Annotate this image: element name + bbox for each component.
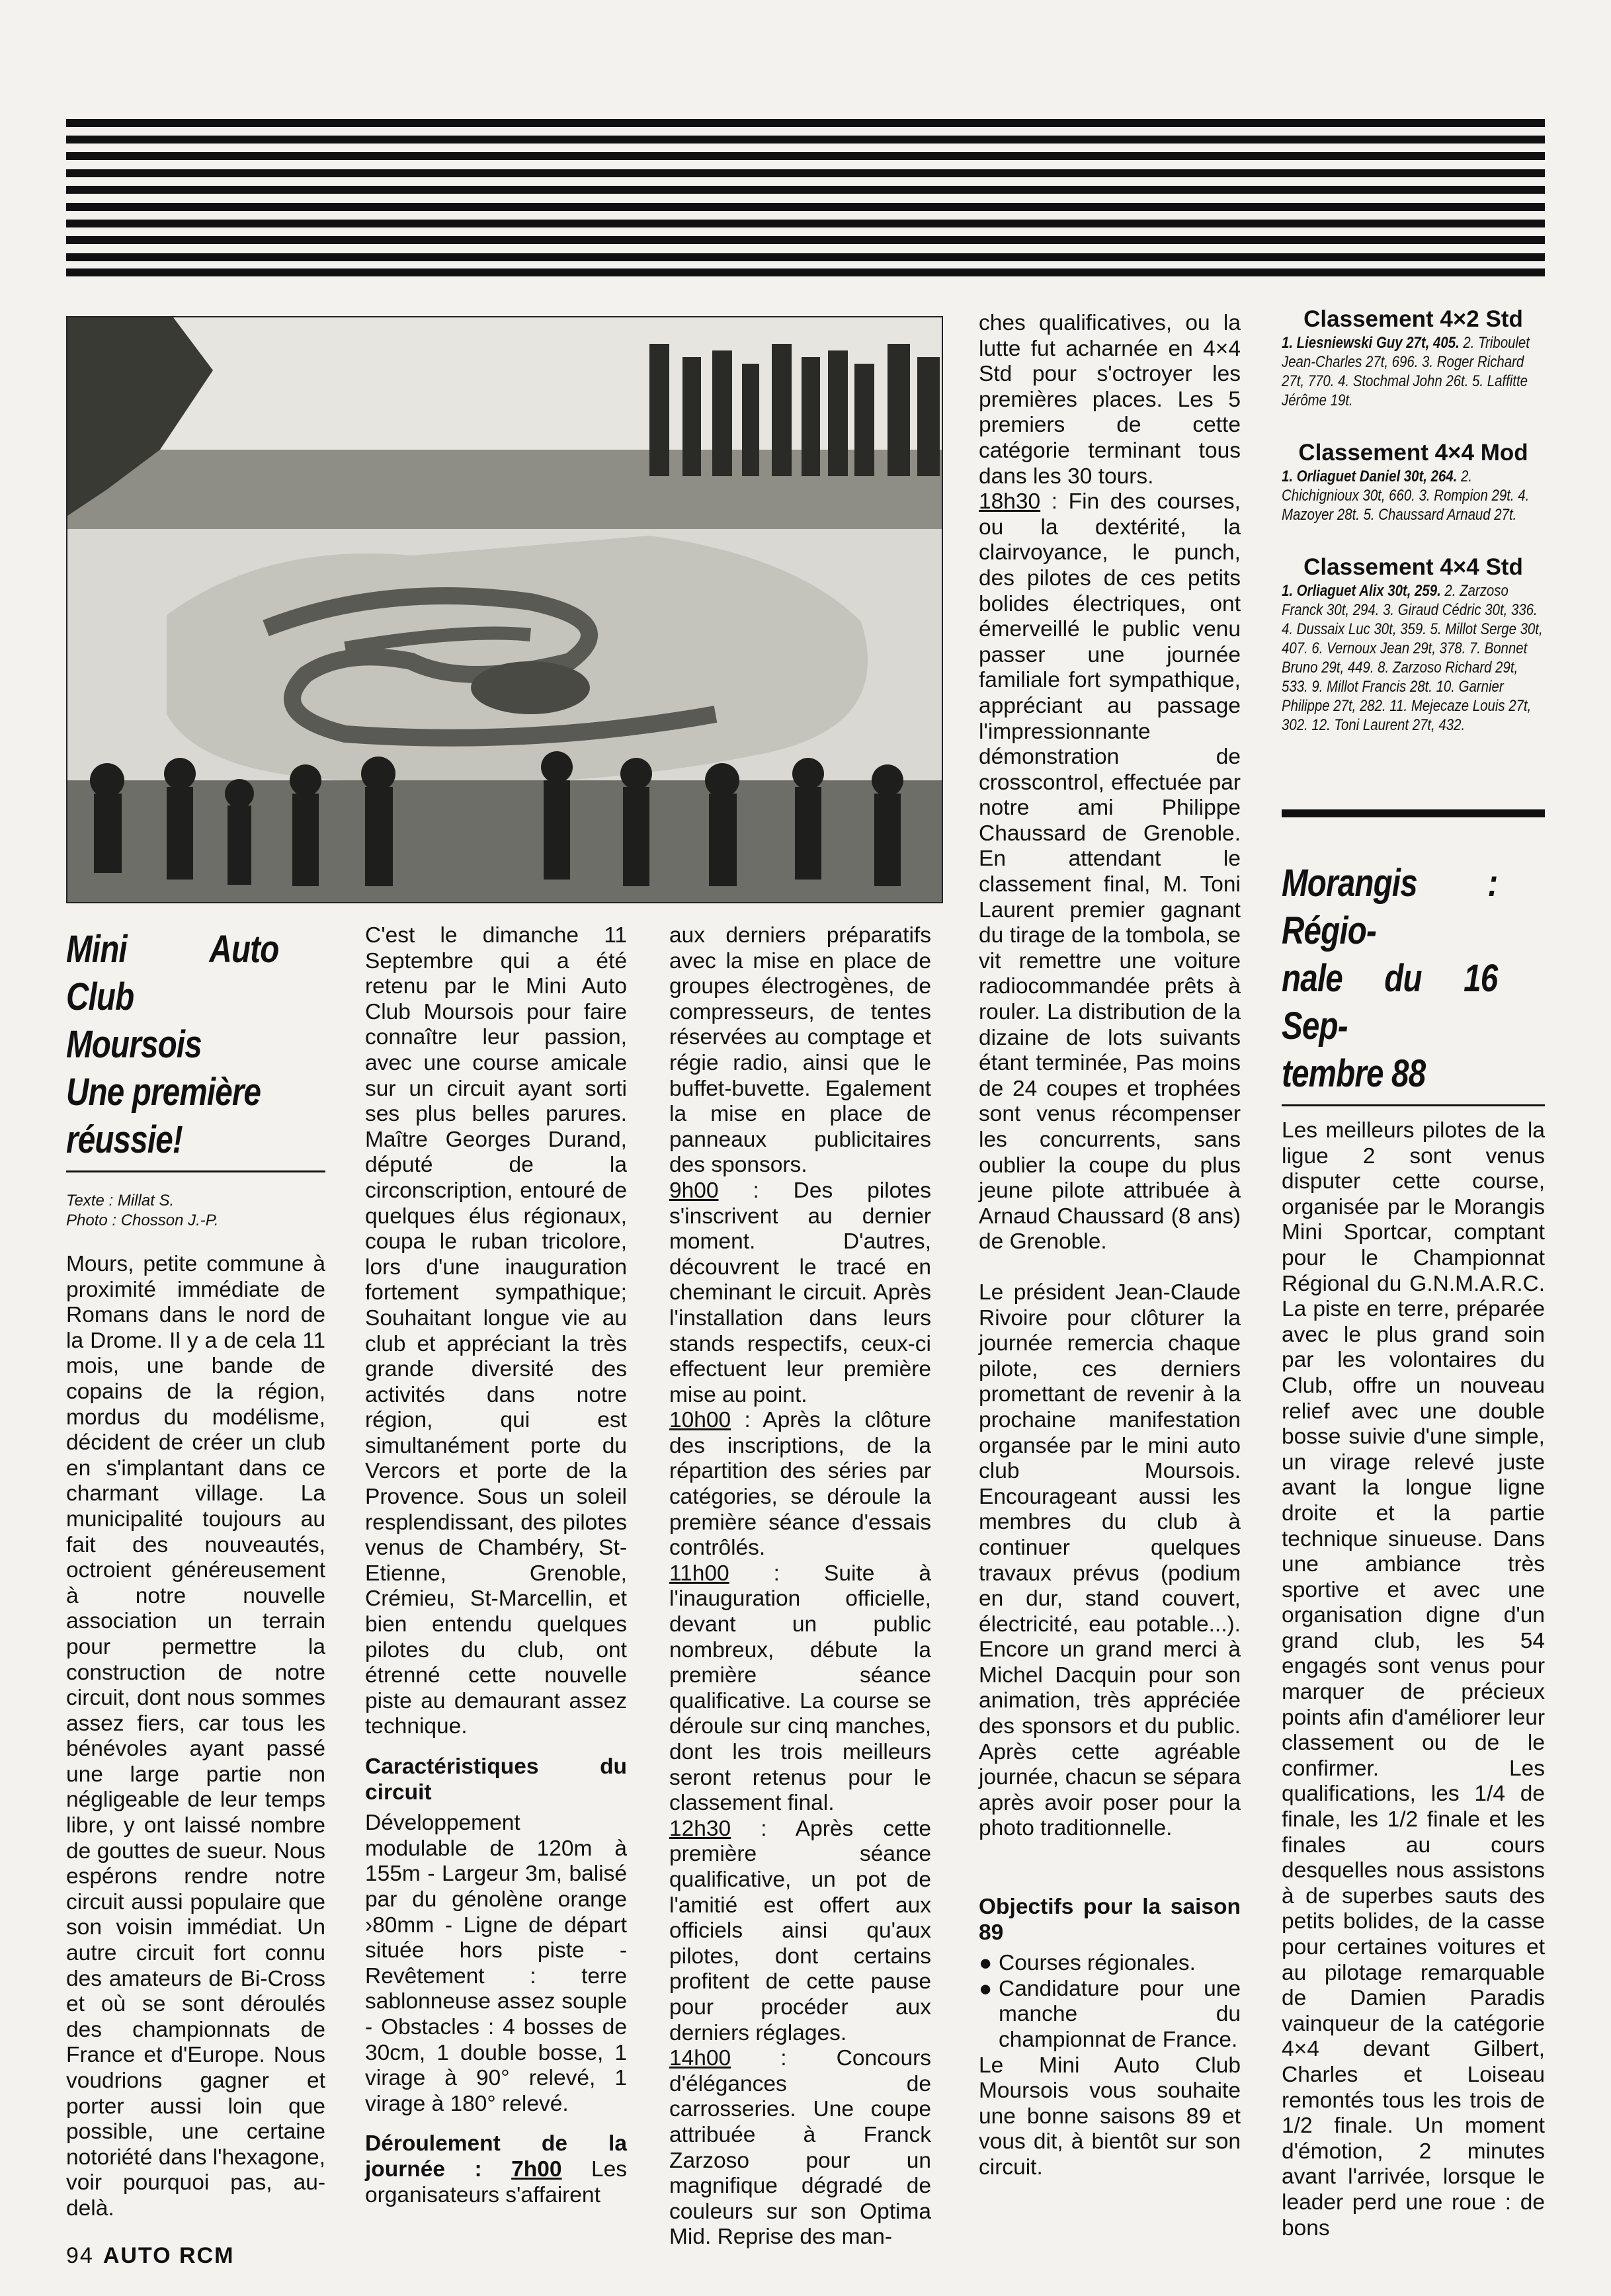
schedule-text: : Après cette première séance qualificative, un pot de l'amitié est offert aux officiels ainsi qu'aux pilotes, dont certains profitent de cette pause pour procéder aux derniers réglages. [669,1816,931,2045]
photo-credit: Photo : Chosson J.-P. [66,1211,219,1229]
stripe [66,152,1545,160]
time-label: 9h00 [669,1178,719,1203]
page-number: 94 [66,2243,94,2268]
column-2 [365,923,627,2208]
stripe [66,220,1545,227]
time-label: 12h30 [669,1816,731,1841]
day-heading [365,2131,627,2208]
title-rule [1282,1104,1545,1106]
schedule-text: : Des pilotes s'inscrivent au dernier moment. D'autres, découvrent le tracé en cheminant le circuit. Après l'installation dans leurs stands respectifs, ceux-ci effectuent leur première mise au point. [669,1178,931,1407]
title-line: Mini Auto Club [66,928,279,1018]
schedule-text: : Fin des courses, ou la dextérité, la clairvoyance, le punch, des pilotes de ces petits bolides électriques, ont émerveillé le public venu passer une journée familiale fort sympathique, appréciant au passage l'impressionnante démonstration de crosscontrol, effectuée par notre ami Philippe Chaussard de Grenoble. En attendant le classement final, M. Toni Laurent premier gagnant du tirage de la tombola, se vit remettre une voiture radiocommandée prêts à rouler. La distribution de la dizaine de lots suivants étant terminée, Pas moins de 24 coupes et trophées sont venus récompenser les concurrents, sans oublier la coupe du plus jeune pilote attribuée à Arnaud Chaussard (8 ans) de Grenoble. [979,489,1241,1254]
results-winner: 1. Orliaguet Daniel 30t, 264. [1282,468,1458,485]
results-rest: 2. Zarzoso Franck 30t, 294. 3. Giraud Cédric 30t, 336. 4. Dussaix Luc 30t, 359. 5. Millot Serge 30t, 407. 6. Vernoux Jean 29t, 378. 7. Bonnet Bruno 29t, 449. 8. Zarzoso Richard 29t, 533. 9. Millot Francis 28t. 10. Garnier Philippe 27t, 282. 11. Mejecaze Louis 27t, 302. 12. Toni Laurent 27t, 432. [1282,582,1543,734]
stripe [66,186,1545,194]
circuit-paragraph: Développement modulable de 120m à 155m - Largeur 3m, balisé par du génolène orange ›80mm - Ligne de départ située hors piste - Revêtement : terre sablonneuse assez souple - Obstacles : 4 bosses de 30cm, 1 double bosse, 1 virage à 90° relevé, 1 virage à 180° relevé. [365,1811,627,2116]
stripe [66,236,1545,244]
title-line: réussie! [66,1118,183,1161]
heats-paragraph: ches qualificatives, ou la lutte fut acharnée en 4×4 Std pour s'octroyer les premières places. Les 5 premiers de cette catégorie terminant tous dans les 30 tours. [979,311,1241,489]
morangis-title [1282,860,1497,1098]
results-title: Classement 4×2 Std [1303,306,1523,332]
objective-text: Courses régionales. [999,1951,1196,1976]
results-list [1282,581,1546,735]
intro-paragraph: Mours, petite commune à proximité immédiate de Romans dans le nord de la Drome. Il y a de cela 11 mois, une bande de copains de la région, mordus du modélisme, décident de créer un club en s'implantant dans ce charmant village. La municipalité toujours au fait des nouveautés, octroient généreusement à notre nouvelle association un terrain pour permettre la construction de notre circuit, dont nous sommes assez fiers, car tous les bénévoles ayant passé une large partie non négligeable de leur temps libre, y ont laissé nombre de gouttes de sueur. Nous espérons rendre notre circuit aussi populaire que son voisin immédiat. Un autre circuit fort connu des amateurs de Bi-Cross et où se sont déroulés des championnats de France et d'Europe. Nous voudrions gagner et porter aussi loin que possible, une certaine notoriété dans l'hexagone, voir pourquoi pas, au-delà. [66,1252,325,2221]
time-label: 18h30 [979,489,1041,514]
results-list [1282,467,1546,524]
schedule-item [669,1561,931,1817]
stripe [66,136,1545,144]
results-rest: 2. Chichignioux 30t, 660. 3. Rompion 29t. 4. Mazoyer 28t. 5. Chaussard Arnaud 27t. [1282,468,1530,524]
objective-text: Candidature pour une manche du championnat de France. [999,1976,1241,2052]
results-block [1282,439,1545,524]
objective-item [979,1977,1241,2053]
time-label: 11h00 [669,1561,729,1586]
title-line: Morangis : Régio- [1282,862,1498,952]
results-title: Classement 4×4 Std [1303,554,1523,580]
credits [66,1191,325,1231]
schedule-item [669,2046,931,2250]
day-paragraph: Les organisateurs s'affairent [365,2156,627,2207]
results-block [1282,306,1545,410]
schedule-item [979,489,1241,1255]
schedule-item [669,1408,931,1561]
stripe [66,268,1545,276]
title-line: nale du 16 Sep- [1282,957,1498,1047]
schedule-item [669,1178,931,1408]
article-title [66,926,278,1164]
results-winner: 1. Liesniewski Guy 27t, 405. [1282,334,1460,352]
title-line: Une première [66,1071,261,1114]
event-paragraph: C'est le dimanche 11 Septembre qui a été retenu par le Mini Auto Club Moursois pour faire connaître leur passion, avec une course amicale sur un circuit ayant sorti ses plus belles parures. Maître Georges Durand, député de la circonscription, entouré de quelques élus régionaux, coupa le ruban tricolore, lors d'une inauguration fortement sympathique; Souhaitant longue vie au club et appréciant la très grande diversité des activités dans notre région, qui est simultanément porte du Vercors et porte de la Provence. Sous un soleil resplendissant, des pilotes venus de Chambéry, St-Etienne, Grenoble, Crémieu, St-Marcellin, et bien entendu quelques pilotes du club, ont étrenné cette nouvelle piste au demaurant assez technique. [365,923,627,1739]
results-winner: 1. Orliaguet Alix 30t, 259. [1282,582,1441,600]
results-column [1282,306,1545,735]
column-3 [669,923,931,2250]
closing-paragraph: Le président Jean-Claude Rivoire pour clôturer la journée remercia chaque pilote, ces derniers promettant de revenir à la prochaine manifestation organsée par le mini auto club Moursois. Encourageant aussi les membres du club à continuer quelques travaux prévus (podium en dur, stand couvert, électricité, eau potable...). Encore un grand merci à Michel Dacquin pour son animation, très appréciée des sponsors et du public. Après cette agréable journée, chacun se sépara après avoir poser pour la photo traditionnelle. [979,1280,1241,1841]
morangis-paragraph: Les meilleurs pilotes de la ligue 2 sont venus disputer cette course, organisée par le Morangis Mini Sportcar, comptant pour le Championnat Régional du G.N.M.A.R.C. La piste en terre, préparée avec le plus grand soin par les volontaires du Club, offre un nouveau relief avec une double bosse suivie d'une simple, un virage relevé juste avant la longue ligne droite et la partie technique sinueuse. Dans une ambiance très sportive et avec une organisation digne d'un grand club, les 54 engagés sont venus pour marquer de précieux points afin d'améliorer leur classement ou de le confirmer. Les qualifications, les 1/4 de finale, les 1/2 finale et les finales au cours desquelles nous assistons à de superbes sauts des petits bolides, de la casse pour certaines voitures et au pilotage remarquable de Damien Paradis vainqueur de la catégorie 4×4 devant Gilbert, Charles et Loiseau remontés tous les trois de 1/2 finale. Un moment d'émotion, 2 minutes avant l'arrivée, lorsque le leader perd une roue : de bons [1282,1118,1545,2240]
header-stripes [66,119,1545,276]
title-line: Moursois [66,1023,202,1066]
objective-item [979,1951,1241,1977]
farewell-paragraph: Le Mini Auto Club Moursois vous souhaite une bonne saisons 89 et vous dit, à bientôt sur son circuit. [979,2053,1241,2180]
track-photo [66,316,943,903]
morangis-column [1282,860,1545,2241]
stripe [66,203,1545,211]
title-line: tembre 88 [1282,1052,1426,1095]
bullet-icon: ● [979,1976,993,2001]
results-block [1282,554,1545,735]
column-1 [66,926,325,2222]
time-label: 7h00 [511,2156,562,2182]
schedule-text: : Suite à l'inauguration officielle, devant un public nombreux, débute la première séance qualificative. La course se déroule sur cinq manches, dont les trois meilleurs seront retenus pour le classement final. [669,1561,931,1816]
stripe [66,169,1545,177]
results-title: Classement 4×4 Mod [1298,440,1528,466]
photo-rc-track-icon [67,317,942,902]
stripe [66,253,1545,261]
stripe [66,119,1545,127]
schedule-text: : Concours d'élégances de carrosseries. Une coupe attribuée à Franck Zarzoso pour un magnifique dégradé de couleurs sur son Optima Mid. Reprise des man- [669,2046,931,2250]
magazine-name: AUTO RCM [103,2243,235,2268]
text-credit: Texte : Millat S. [66,1192,175,1210]
schedule-text: : Après la clôture des inscriptions, de la répartition des séries par catégories, se déroule la première séance d'essais contrôlés. [669,1408,931,1561]
results-rest: 2. Triboulet Jean-Charles 27t, 696. 3. Roger Richard 27t, 770. 4. Stochmal John 26t. 5. Laffitte Jérôme 19t. [1282,334,1530,409]
page-footer [66,2243,234,2269]
bullet-icon: ● [979,1951,993,1976]
results-list [1282,333,1546,410]
objectives-heading: Objectifs pour la saison 89 [979,1895,1241,1945]
circuit-heading: Caractéristiques du circuit [365,1754,627,1805]
title-rule [66,1170,325,1172]
prep-paragraph: aux derniers préparatifs avec la mise en place de groupes électrogènes, de compresseurs, de tentes réservées au comptage et régie radio, ainsi que le buffet-buvette. Egalement la mise en place de panneaux publicitaires des sponsors. [669,923,931,1178]
time-label: 10h00 [669,1408,731,1433]
section-rule [1282,809,1545,817]
time-label: 14h00 [669,2046,731,2071]
day-heading-label: Déroulement de la journée : [365,2131,627,2182]
schedule-item [669,1817,931,2046]
column-4 [979,311,1241,2181]
